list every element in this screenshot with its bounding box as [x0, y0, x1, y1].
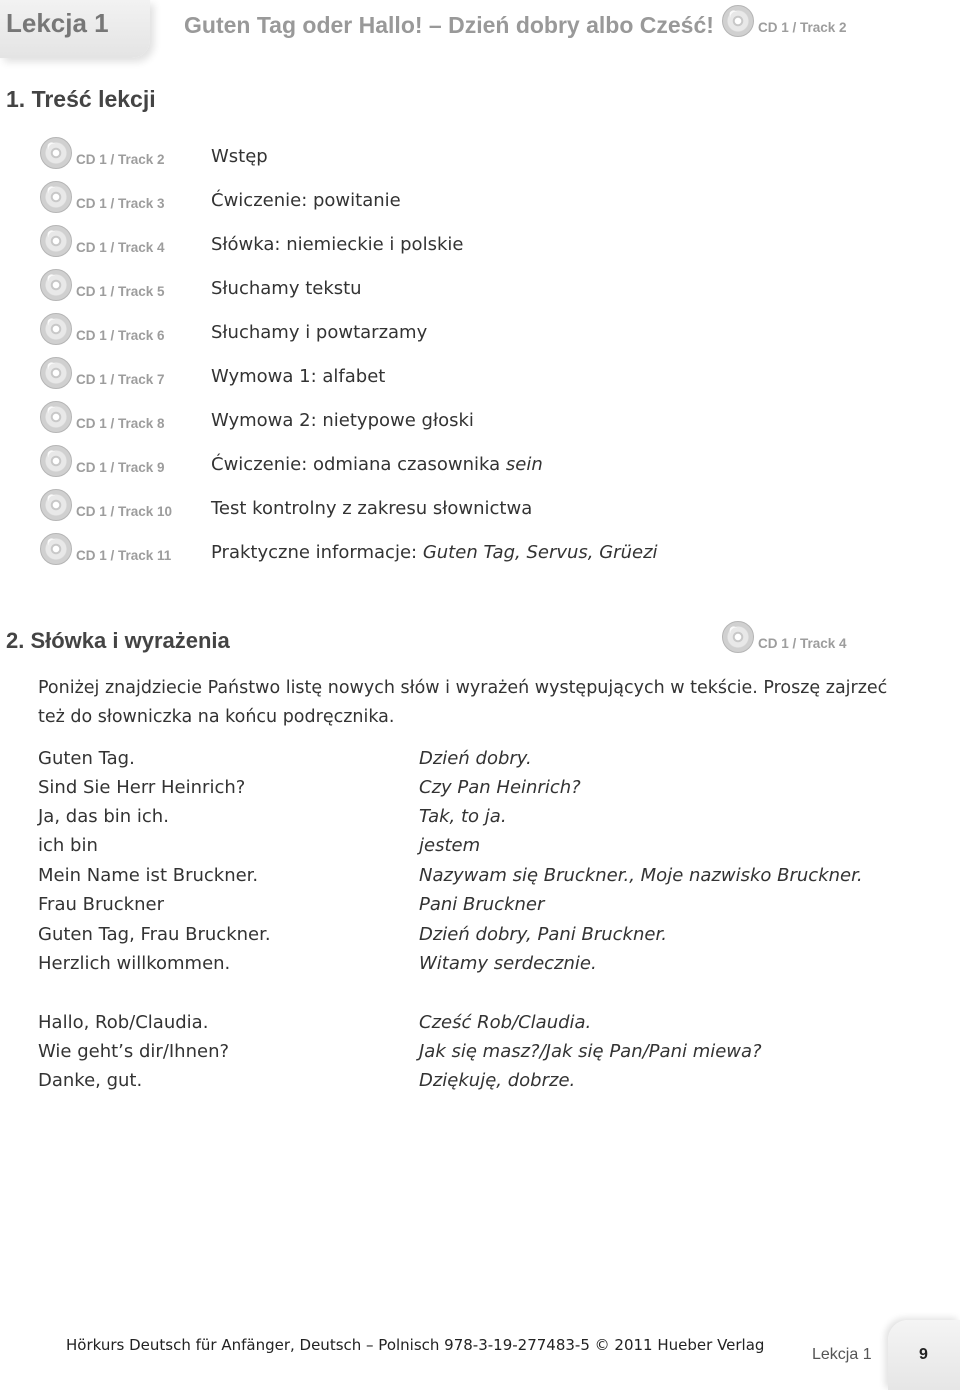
toc-item: Słuchamy tekstu [211, 278, 362, 299]
vocab-polish: Nazywam się Bruckner., Moje nazwisko Bruckner. [419, 865, 863, 886]
toc-item: Test kontrolny z zakresu słownictwa [211, 498, 533, 519]
toc-track-7[interactable] [40, 357, 165, 389]
cd-icon [40, 357, 72, 389]
cd-icon [40, 181, 72, 213]
track-label: CD 1 / Track 11 [76, 547, 172, 563]
cd-icon [722, 621, 754, 653]
vocab-german: Wie geht’s dir/Ihnen? [38, 1041, 230, 1062]
toc-item [211, 542, 658, 563]
footer-lesson-label: Lekcja 1 [812, 1346, 872, 1363]
lesson-tab [0, 0, 150, 58]
section-2-track[interactable] [722, 621, 847, 653]
toc-item: Słówka: niemieckie i polskie [211, 234, 464, 255]
vocab-polish: Witamy serdecznie. [419, 953, 597, 974]
track-label: CD 1 / Track 6 [76, 327, 165, 343]
cd-icon [40, 489, 72, 521]
vocab-polish: Dziękuję, dobrze. [419, 1070, 576, 1091]
track-label: CD 1 / Track 5 [76, 283, 165, 299]
toc-item [211, 454, 543, 475]
vocab-polish: Cześć Rob/Claudia. [419, 1012, 592, 1033]
vocab-german: Herzlich willkommen. [38, 953, 231, 974]
page-title: Guten Tag oder Hallo! – Dzień dobry albo Cześć! [184, 12, 714, 38]
vocab-polish: Jak się masz?/Jak się Pan/Pani miewa? [419, 1041, 762, 1062]
toc-item: Słuchamy i powtarzamy [211, 322, 428, 343]
vocab-german: ich bin [38, 835, 98, 856]
toc-item-italic: sein [505, 454, 543, 475]
toc-item-text: Praktyczne informacje: [211, 542, 423, 563]
cd-icon [40, 445, 72, 477]
vocab-polish: Dzień dobry. [419, 748, 532, 769]
vocab-german: Mein Name ist Bruckner. [38, 865, 259, 886]
track-label: CD 1 / Track 9 [76, 459, 165, 475]
track-label: CD 1 / Track 7 [76, 371, 165, 387]
vocab-german: Sind Sie Herr Heinrich? [38, 777, 246, 798]
cd-icon [722, 5, 754, 37]
toc-item-italic: Guten Tag, Servus, Grüezi [422, 542, 658, 563]
toc-track-10[interactable] [40, 489, 172, 521]
vocab-polish: Pani Bruckner [419, 894, 545, 915]
toc-track-5[interactable] [40, 269, 165, 301]
toc-track-3[interactable] [40, 181, 165, 213]
track-label: CD 1 / Track 4 [758, 635, 847, 651]
section-2-intro: Poniżej znajdziecie Państwo listę nowych słów i wyrażeń występujących w tekście. Proszę zajrzeć też do słowniczka na końcu podręcznika. [38, 678, 888, 727]
section-2-heading: 2. Słówka i wyrażenia [6, 628, 230, 653]
cd-icon [40, 269, 72, 301]
toc-item-text: Ćwiczenie: odmiana czasownika [211, 454, 506, 475]
track-label: CD 1 / Track 10 [76, 503, 173, 519]
toc-track-2[interactable] [40, 137, 165, 169]
track-label: CD 1 / Track 2 [758, 19, 847, 35]
section-1-heading: 1. Treść lekcji [6, 86, 156, 112]
lesson-label: Lekcja 1 [6, 8, 109, 38]
track-label: CD 1 / Track 8 [76, 415, 165, 431]
track-label: CD 1 / Track 2 [76, 151, 165, 167]
vocab-german: Ja, das bin ich. [38, 806, 169, 827]
cd-icon [40, 313, 72, 345]
toc-item: Wstęp [211, 146, 268, 167]
vocab-polish: Dzień dobry, Pani Bruckner. [419, 924, 667, 945]
track-label: CD 1 / Track 3 [76, 195, 165, 211]
cd-icon [40, 225, 72, 257]
vocab-german: Guten Tag. [38, 748, 135, 769]
vocab-german: Frau Bruckner [38, 894, 164, 915]
vocab-german: Danke, gut. [38, 1070, 143, 1091]
toc-item: Ćwiczenie: powitanie [211, 190, 401, 211]
vocab-german: Hallo, Rob/Claudia. [38, 1012, 209, 1033]
footer-credits: Hörkurs Deutsch für Anfänger, Deutsch – Polnisch 978-3-19-277483-5 © 2011 Hueber Verlag [66, 1336, 765, 1354]
toc-track-11[interactable] [40, 533, 171, 565]
cd-icon [40, 401, 72, 433]
toc-item: Wymowa 1: alfabet [211, 366, 386, 387]
header-track[interactable] [722, 5, 847, 37]
vocab-polish: Tak, to ja. [419, 806, 507, 827]
vocab-polish: jestem [419, 835, 481, 856]
vocab-german: Guten Tag, Frau Bruckner. [38, 924, 271, 945]
toc-item: Wymowa 2: nietypowe głoski [211, 410, 474, 431]
cd-icon [40, 533, 72, 565]
toc-track-8[interactable] [40, 401, 165, 433]
toc-track-9[interactable] [40, 445, 165, 477]
cd-icon [40, 137, 72, 169]
toc-track-4[interactable] [40, 225, 165, 257]
page-number: 9 [919, 1346, 928, 1363]
vocab-polish: Czy Pan Heinrich? [419, 777, 581, 798]
toc-track-6[interactable] [40, 313, 165, 345]
track-label: CD 1 / Track 4 [76, 239, 165, 255]
